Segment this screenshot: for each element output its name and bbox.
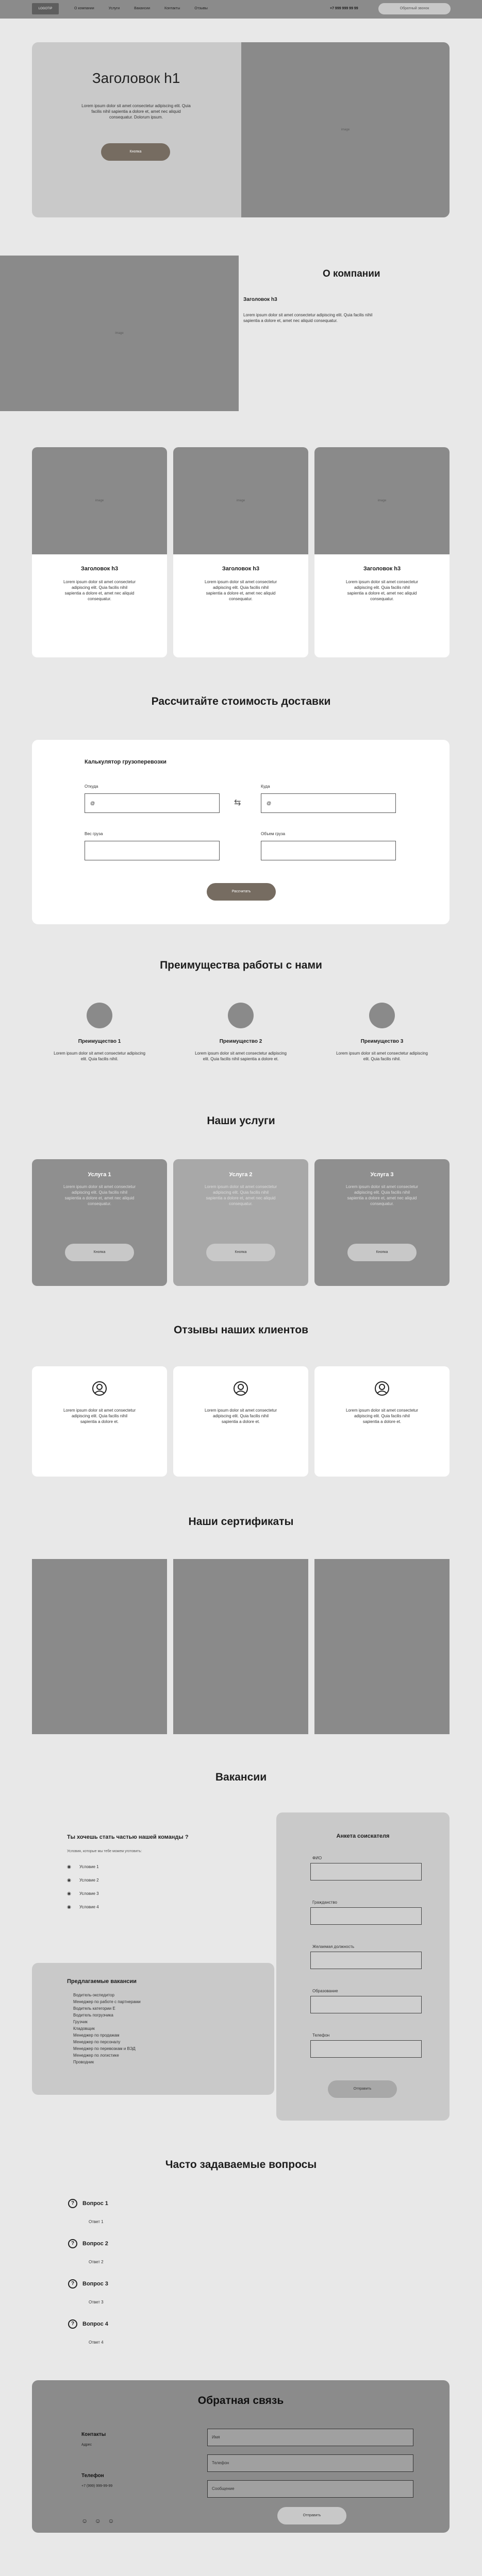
services-title: Наши услуги — [207, 1115, 275, 1127]
hero-section — [32, 42, 450, 217]
condition-item: ◉ Условие 1 — [67, 1864, 99, 1869]
vacancy-list — [32, 1963, 274, 2095]
social-icon[interactable]: ☺ — [94, 2517, 101, 2524]
nav-item[interactable]: О компании — [74, 7, 94, 10]
feedback-title: Обратная связь — [197, 2395, 284, 2406]
certificate-image[interactable] — [314, 1559, 450, 1734]
info-card — [314, 447, 450, 657]
user-avatar-icon — [374, 1381, 390, 1396]
review-text: Lorem ipsum dolor sit amet consectetur adipiscing elit. Quia facilis nihil sapientia a dolore et. — [345, 1408, 419, 1424]
phone-input[interactable] — [310, 2040, 422, 2058]
advantage-title: Преимущество 3 — [360, 1039, 404, 1044]
social-icon[interactable]: ☺ — [108, 2517, 114, 2524]
eye-icon: ◉ — [67, 1877, 71, 1883]
advantage-text: Lorem ipsum dolor sit amet consectetur adipiscing elit. Quia facilis nihil. — [336, 1051, 428, 1061]
eye-icon: ◉ — [67, 1864, 71, 1869]
review-card — [314, 1366, 450, 1477]
vacancy-item[interactable]: Менеджер по логистике — [73, 2053, 119, 2058]
advantages-title: Преимущества работы с нами — [160, 959, 322, 971]
address-text: Адрес — [81, 2443, 92, 2447]
vacancy-subtitle: Условия, которые мы тебе можем уготовить: — [67, 1850, 142, 1853]
about-subtitle: Заголовок h3 — [243, 297, 277, 302]
advantage-text: Lorem ipsum dolor sit amet consectetur adipiscing elit. Quia facilis nihil sapientia a dolore et. — [195, 1051, 287, 1061]
certificate-image[interactable] — [173, 1559, 308, 1734]
volume-input[interactable] — [261, 841, 396, 860]
vacancy-item[interactable]: Менеджер по работе с партнерами — [73, 1999, 141, 2004]
card-image: image — [173, 447, 308, 554]
service-card — [32, 1159, 167, 1286]
vacancies-title: Вакансии — [215, 1771, 267, 1783]
to-input[interactable]: @ — [261, 793, 396, 813]
faq-answer: Ответ 4 — [89, 2340, 104, 2345]
condition-item: ◉ Условие 4 — [67, 1904, 99, 1909]
eye-icon: ◉ — [67, 1891, 71, 1896]
service-title: Услуга 2 — [229, 1172, 253, 1178]
vacancy-intro — [32, 1812, 270, 1967]
question-icon: ? — [68, 2239, 77, 2248]
reviews-title: Отзывы наших клиентов — [173, 1324, 309, 1336]
service-text: Lorem ipsum dolor sit amet consectetur adipiscing elit. Quia facilis nihil sapientia a dolore et, amet nec aliquid consequatur. — [345, 1184, 419, 1206]
card-image: image — [314, 447, 450, 554]
fio-input[interactable] — [310, 1863, 422, 1880]
faq-question[interactable]: ? Вопрос 3 — [68, 2279, 108, 2289]
card-title: Заголовок h3 — [363, 566, 401, 572]
service-text: Lorem ipsum dolor sit amet consectetur adipiscing elit. Quia facilis nihil sapientia a dolore et, amet nec aliquid consequatur. — [63, 1184, 136, 1206]
education-input[interactable] — [310, 1996, 422, 2013]
calc-section-title: Рассчитайте стоимость доставки — [151, 696, 331, 707]
contacts-label: Контакты — [81, 2432, 106, 2437]
certificate-image[interactable] — [32, 1559, 167, 1734]
service-title: Услуга 1 — [88, 1172, 111, 1178]
question-icon: ? — [68, 2319, 77, 2329]
name-input[interactable]: Имя — [207, 2429, 413, 2446]
vacancy-item[interactable]: Водитель погрузчика — [73, 2013, 113, 2018]
advantage-item — [319, 1003, 445, 1062]
faq-question[interactable]: ? Вопрос 4 — [68, 2319, 108, 2329]
advantage-item — [36, 1003, 163, 1062]
submit-application-button[interactable]: Отправить — [328, 2080, 397, 2098]
swap-icon[interactable]: ⇆ — [234, 799, 241, 807]
card-text: Lorem ipsum dolor sit amet consectetur adipiscing elit. Quia facilis nihil sapientia a dolore et, amet nec aliquid consequatur. — [345, 580, 419, 601]
faq-answer: Ответ 3 — [89, 2300, 104, 2304]
from-label: Откуда — [85, 784, 98, 789]
faq-question[interactable]: ? Вопрос 2 — [68, 2239, 108, 2248]
vacancy-item[interactable]: Менеджер по персоналу — [73, 2040, 121, 2044]
card-title: Заголовок h3 — [80, 566, 119, 572]
card-text: Lorem ipsum dolor sit amet consectetur adipiscing elit. Quia facilis nihil sapientia a dolore et, amet nec aliquid consequatur. — [63, 580, 136, 601]
field-label: ФИО — [312, 1856, 322, 1860]
vacancy-item[interactable]: Водитель-экспедитор — [73, 1993, 114, 1997]
calculate-button[interactable]: Рассчитать — [207, 883, 276, 901]
eye-icon: ◉ — [67, 1904, 71, 1909]
advantage-icon — [228, 1003, 254, 1028]
faq-question[interactable]: ? Вопрос 1 — [68, 2199, 108, 2208]
advantage-item — [177, 1003, 304, 1062]
nav-item[interactable]: Контакты — [164, 7, 180, 10]
service-card — [173, 1159, 308, 1286]
question-icon: ? — [68, 2279, 77, 2289]
calc-title: Калькулятор грузоперевозки — [85, 759, 167, 765]
user-avatar-icon — [92, 1381, 107, 1396]
vacancy-list-title: Предлагаемые вакансии — [67, 1978, 137, 1985]
vacancy-item[interactable]: Менеджер по перевозкам и ВЭД — [73, 2046, 136, 2051]
field-label: Гражданство — [312, 1900, 337, 1905]
volume-label: Объем груза — [261, 832, 286, 836]
delivery-calculator — [32, 740, 450, 924]
service-card — [314, 1159, 450, 1286]
from-input[interactable]: @ — [85, 793, 220, 813]
user-avatar-icon — [233, 1381, 248, 1396]
card-image: image — [32, 447, 167, 554]
phone-label: Телефон — [81, 2473, 104, 2479]
header-logo[interactable]: LOGOTIP — [32, 3, 59, 14]
to-label: Куда — [261, 784, 270, 789]
info-card — [32, 447, 167, 657]
nav-item[interactable]: Отзывы — [194, 7, 208, 10]
vacancy-question: Ты хочешь стать частью нашей команды ? — [67, 1834, 189, 1840]
about-title: О компании — [323, 268, 380, 279]
hero-image: image — [241, 42, 450, 217]
header-nav — [74, 7, 222, 10]
review-card — [32, 1366, 167, 1477]
vacancy-item[interactable]: Проводник — [73, 2060, 94, 2064]
question-icon: ? — [68, 2199, 77, 2208]
form-title: Анкета соискателя — [336, 1833, 390, 1839]
citizenship-input[interactable] — [310, 1907, 422, 1925]
field-label: Образование — [312, 1989, 338, 1993]
hero-button[interactable]: Кнопка — [101, 143, 170, 161]
phone-text[interactable]: +7 (999) 999-99-99 — [81, 2484, 113, 2488]
message-input[interactable]: Сообщение — [207, 2480, 413, 2498]
field-label: Желаемая должность — [312, 1944, 355, 1949]
faq-answer: Ответ 2 — [89, 2260, 104, 2264]
nav-item[interactable]: Услуги — [108, 7, 120, 10]
about-text: Lorem ipsum dolor sit amet consectetur adipiscing elit. Quia facilis nihil sapientia a dolore et, amet nec aliquid consequatur. — [243, 313, 373, 323]
service-button[interactable]: Кнопка — [65, 1244, 134, 1261]
review-text: Lorem ipsum dolor sit amet consectetur adipiscing elit. Quia facilis nihil sapientia a dolore et. — [204, 1408, 277, 1424]
feedback-section — [32, 2380, 450, 2533]
vacancy-item[interactable]: Грузчик — [73, 2020, 88, 2024]
advantage-icon — [369, 1003, 395, 1028]
service-title: Услуга 3 — [370, 1172, 394, 1178]
vacancy-item[interactable]: Водитель категории Е — [73, 2006, 115, 2011]
vacancy-item[interactable]: Менеджер по продажам — [73, 2033, 120, 2038]
condition-item: ◉ Условие 2 — [67, 1877, 99, 1883]
phone-input[interactable]: Телефон — [207, 2454, 413, 2472]
advantage-icon — [87, 1003, 112, 1028]
send-button[interactable]: Отправить — [277, 2507, 346, 2524]
advantage-title: Преимущество 1 — [78, 1039, 121, 1044]
card-text: Lorem ipsum dolor sit amet consectetur adipiscing elit. Quia facilis nihil sapientia a dolore et, amet nec aliquid consequatur. — [204, 580, 277, 601]
nav-item[interactable]: Вакансии — [134, 7, 150, 10]
service-text: Lorem ipsum dolor sit amet consectetur adipiscing elit. Quia facilis nihil sapientia a dolore et, amet nec aliquid consequatur. — [204, 1184, 277, 1206]
hero-title: Заголовок h1 — [92, 70, 180, 86]
info-card — [173, 447, 308, 657]
review-text: Lorem ipsum dolor sit amet consectetur adipiscing elit. Quia facilis nihil sapientia a dolore et. — [63, 1408, 136, 1424]
site-header — [0, 0, 482, 19]
service-button[interactable]: Кнопка — [347, 1244, 417, 1261]
social-icon[interactable]: ☺ — [81, 2517, 88, 2524]
faq-title: Часто задаваемые вопросы — [165, 2159, 317, 2171]
service-button[interactable]: Кнопка — [206, 1244, 275, 1261]
applicant-form — [276, 1812, 450, 2121]
weight-label: Вес груза — [85, 832, 103, 836]
field-label: Телефон — [312, 2033, 330, 2038]
certificates-title: Наши сертификаты — [188, 1516, 294, 1528]
callback-button[interactable]: Обратный звонок — [378, 3, 451, 14]
header-phone[interactable]: +7 999 999 99 99 — [330, 7, 358, 10]
vacancy-item[interactable]: Кладовщик — [73, 2026, 95, 2031]
weight-input[interactable] — [85, 841, 220, 860]
advantage-text: Lorem ipsum dolor sit amet consectetur adipiscing elit. Quia facilis nihil. — [54, 1051, 145, 1061]
about-image: image — [0, 256, 239, 411]
condition-item: ◉ Условие 3 — [67, 1891, 99, 1896]
advantage-title: Преимущество 2 — [219, 1039, 262, 1044]
position-input[interactable] — [310, 1952, 422, 1969]
social-links — [81, 2517, 119, 2524]
faq-answer: Ответ 1 — [89, 2219, 104, 2224]
card-title: Заголовок h3 — [222, 566, 260, 572]
hero-text: Lorem ipsum dolor sit amet consectetur adipiscing elit. Quia facilis nihil sapientia a dolore et, amet nec aliquid consequatur. Dolorum ipsum. — [81, 104, 191, 120]
review-card — [173, 1366, 308, 1477]
